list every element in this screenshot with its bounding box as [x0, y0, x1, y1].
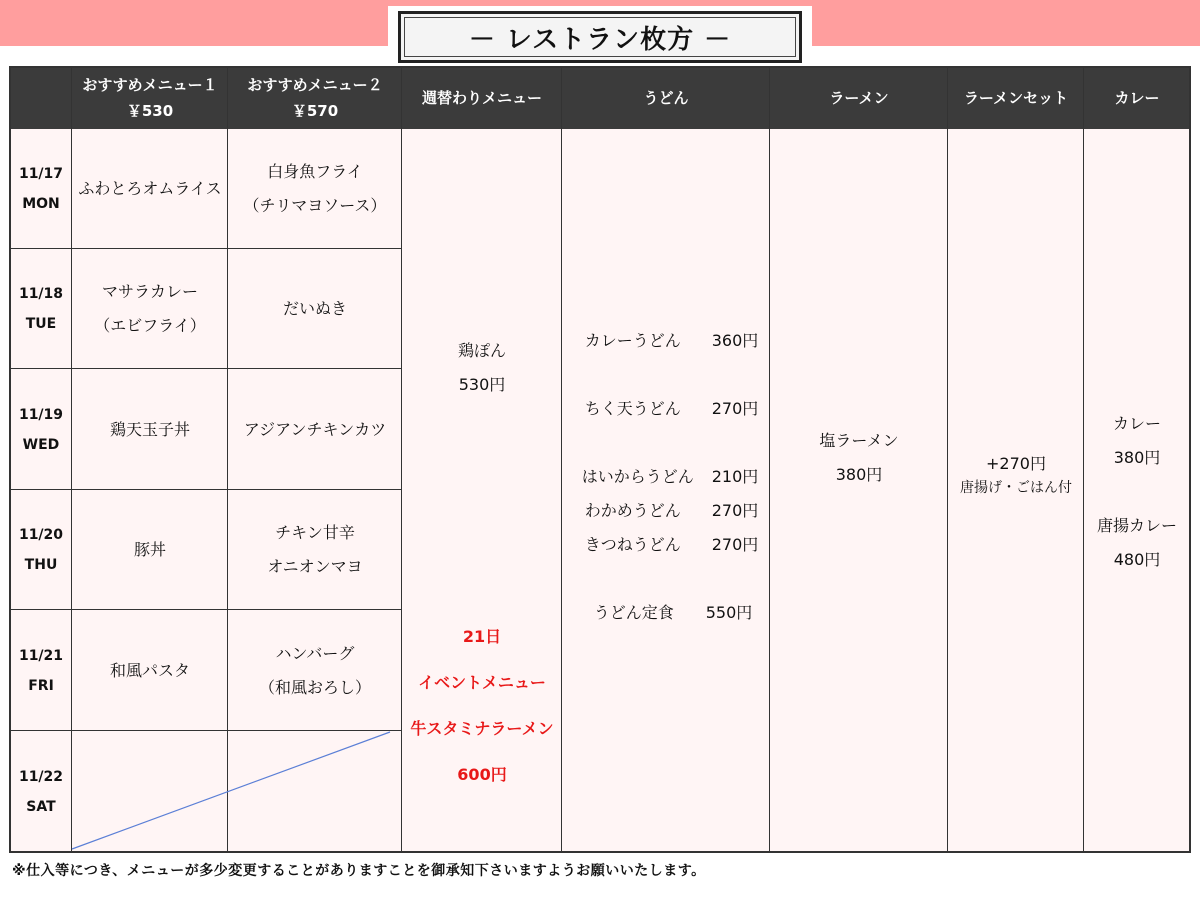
date: 11/17: [18, 166, 64, 182]
grid-line: [10, 368, 402, 369]
weekly-item: 鶏ぽん: [457, 341, 506, 360]
rec1-cell: [72, 610, 228, 731]
udon-price: 270円: [711, 399, 759, 418]
grid-line: [561, 66, 562, 853]
ramen-set-price: +270円: [986, 454, 1046, 473]
ramen-set-desc: 唐揚げ・ごはん付: [960, 480, 1072, 496]
header-ramen-set-label: ラーメンセット: [963, 89, 1069, 107]
rec1-line: 和風パスタ: [109, 660, 190, 680]
rec1-cell: [72, 129, 228, 249]
grid-line: [10, 609, 402, 610]
grid-line: [9, 66, 11, 853]
rec2-cell: [228, 129, 402, 249]
date: 11/21: [18, 647, 64, 664]
rec2-line: ハンバーグ: [275, 643, 355, 663]
udon-price: 360円: [711, 331, 759, 350]
date-cell: [10, 369, 72, 490]
curry-price: 480円: [1113, 550, 1161, 569]
date: 11/18: [18, 286, 64, 302]
date-cell: [10, 731, 72, 852]
rec2-line: アジアンチキンカツ: [243, 419, 387, 439]
udon-price: 210円: [711, 467, 759, 486]
ramen-price: 380円: [835, 465, 883, 484]
grid-line: [10, 248, 402, 249]
header-rec2-price: ￥570: [291, 102, 339, 120]
udon-list: [574, 324, 759, 630]
date: 11/22: [18, 768, 64, 785]
date-cell: [10, 129, 72, 249]
rec1-cell: [72, 369, 228, 490]
rec1-line: 豚丼: [133, 540, 166, 559]
weekday: SAT: [26, 798, 56, 815]
event-item: 牛スタミナラーメン: [410, 719, 554, 738]
header-ramen: [770, 67, 948, 129]
udon-cell: [562, 129, 770, 852]
header-udon: [562, 67, 770, 129]
date-cell: [10, 249, 72, 369]
curry-item: 唐揚カレー: [1096, 516, 1177, 535]
udon-item: [574, 596, 753, 630]
header-rec1-price: ￥530: [126, 102, 174, 120]
rec2-line: 白身魚フライ: [267, 162, 363, 181]
header-udon-label: うどん: [643, 89, 689, 107]
udon-item: [574, 324, 759, 358]
udon-item: [574, 392, 759, 426]
rec1-line: マサラカレー: [101, 282, 198, 301]
rec2-cell: [228, 249, 402, 369]
rec1-line: （エビフライ）: [94, 316, 206, 335]
udon-name: カレーうどん: [584, 331, 681, 350]
rec1-line: ふわとろオムライス: [78, 179, 222, 198]
ramen-set-cell: [948, 129, 1084, 852]
grid-line: [401, 66, 402, 853]
header-rec2-name: おすすめメニュー２: [247, 76, 383, 94]
udon-item: [574, 494, 759, 528]
grid-line: [10, 851, 1190, 853]
grid-line: [10, 66, 1190, 68]
weekly-cell: [402, 129, 562, 852]
rec2-line: チキン甘辛: [275, 523, 355, 542]
date-cell: [10, 490, 72, 610]
grid-line: [227, 66, 228, 853]
grid-line: [1189, 66, 1191, 853]
footer-note: ※仕入等につき、メニューが多少変更することがありますことを御承知下さいますようお願いいたします。: [12, 863, 706, 879]
weekday: TUE: [25, 316, 57, 332]
header-weekly-label: 週替わりメニュー: [421, 89, 542, 107]
udon-price: 270円: [711, 501, 759, 520]
grid-line: [769, 66, 770, 853]
event-label: イベントメニュー: [418, 673, 546, 692]
rec1-cell-empty: [72, 731, 228, 852]
date-cell: [10, 610, 72, 731]
header-rec1: [72, 67, 228, 129]
rec2-line: （和風おろし）: [258, 677, 371, 697]
header-corner: [10, 67, 72, 129]
udon-name: きつねうどん: [584, 535, 681, 554]
ramen-cell: [770, 129, 948, 852]
rec1-line: 鶏天玉子丼: [109, 419, 190, 439]
header-ramen-label: ラーメン: [829, 89, 889, 107]
weekly-price: 530円: [458, 375, 506, 394]
header-weekly: [402, 67, 562, 129]
weekday: THU: [24, 557, 58, 573]
udon-name: ちく天うどん: [584, 399, 681, 418]
date: 11/19: [18, 406, 64, 423]
rec2-cell-empty: [228, 731, 402, 852]
rec2-cell: [228, 610, 402, 731]
event-price: 600円: [457, 765, 507, 784]
rec1-cell: [72, 490, 228, 610]
header-curry-label: カレー: [1114, 89, 1160, 107]
curry-cell: [1084, 129, 1190, 852]
page-title: － レストラン枚方 －: [468, 24, 732, 55]
event-day: 21日: [462, 627, 502, 646]
udon-price: 270円: [711, 535, 759, 554]
rec2-cell: [228, 490, 402, 610]
grid-line: [71, 66, 72, 853]
grid-line: [10, 730, 402, 731]
udon-name: わかめうどん: [584, 501, 681, 520]
rec2-cell: [228, 369, 402, 490]
date: 11/20: [18, 527, 64, 543]
header-rec2: [228, 67, 402, 129]
udon-price: 550円: [705, 603, 753, 622]
udon-item: [574, 460, 759, 494]
grid-line: [10, 489, 402, 490]
header-ramen-set: [948, 67, 1084, 129]
weekday: MON: [22, 196, 60, 212]
grid-line: [947, 66, 948, 853]
header-rec1-name: おすすめメニュー１: [82, 76, 218, 94]
rec2-line: （チリマヨソース）: [243, 196, 387, 215]
grid-line: [1083, 66, 1084, 853]
ramen-item: 塩ラーメン: [819, 431, 899, 450]
rec2-line: オニオンマヨ: [267, 557, 363, 576]
udon-name: うどん定食: [593, 603, 674, 622]
rec1-cell: [72, 249, 228, 369]
udon-name: はいからうどん: [581, 467, 694, 486]
weekday: FRI: [28, 677, 54, 694]
udon-item: [574, 528, 759, 562]
header-curry: [1084, 67, 1190, 129]
curry-item: カレー: [1112, 414, 1161, 433]
weekday: WED: [22, 436, 60, 453]
rec2-line: だいぬき: [282, 299, 347, 318]
curry-price: 380円: [1113, 448, 1161, 467]
